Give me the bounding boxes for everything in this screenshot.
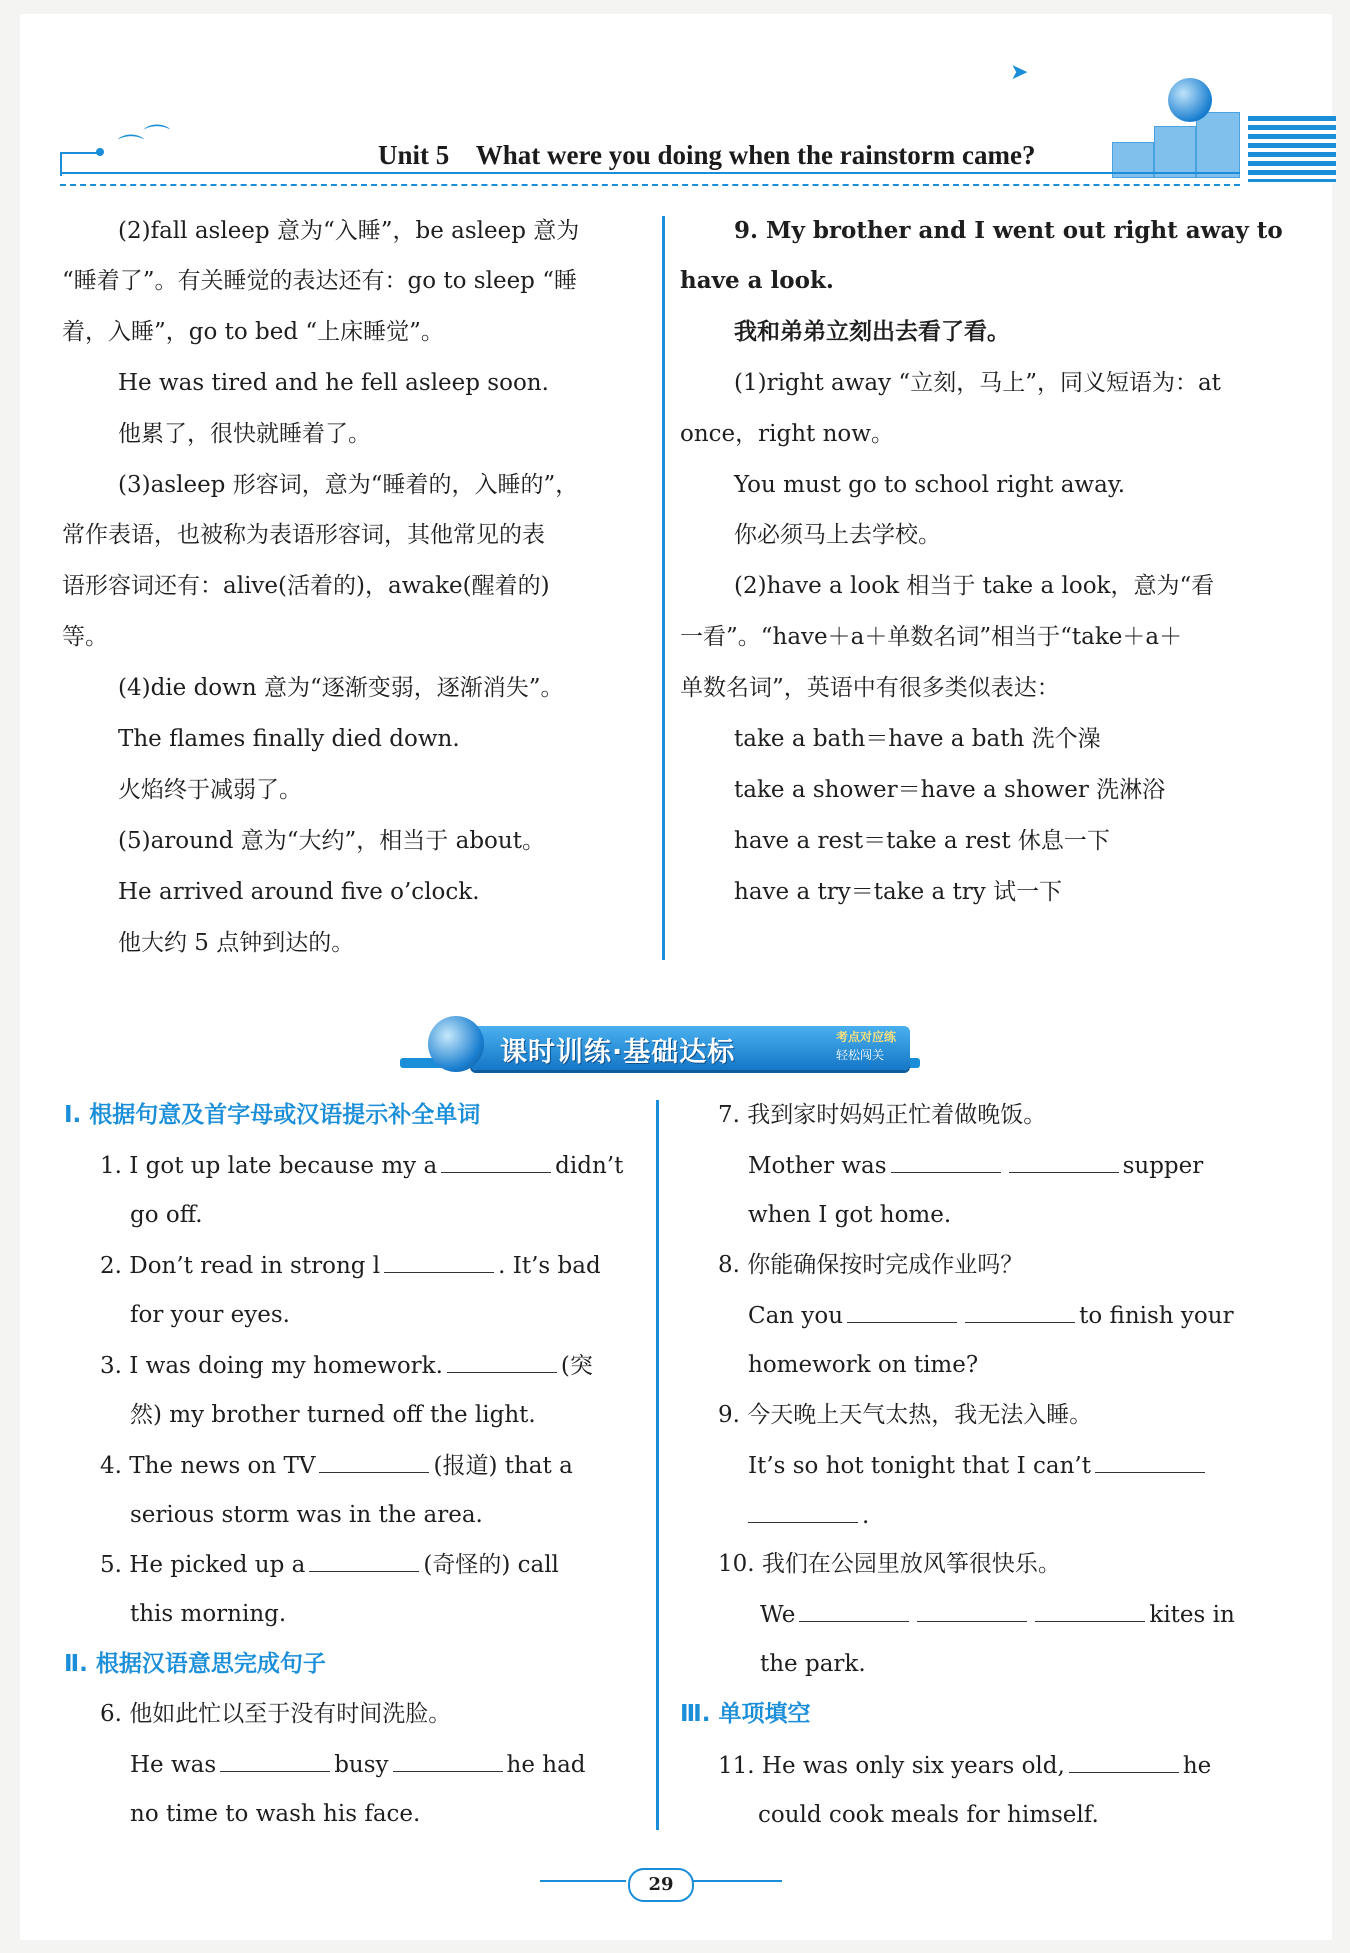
text-line: 我和弟弟立刻出去看了看。 [734, 319, 1010, 345]
question-text: for your eyes. [130, 1302, 290, 1328]
answer-blank[interactable] [965, 1300, 1075, 1323]
header-stripes-decoration [1248, 116, 1336, 182]
answer-blank[interactable] [441, 1150, 551, 1173]
banner-subtitle: 轻松闯关 [836, 1048, 885, 1062]
question-9: 9. 今天晚上天气太热，我无法入睡。 [718, 1402, 1093, 1428]
question-3 [100, 1350, 593, 1380]
text-line: 你必须马上去学校。 [734, 522, 941, 548]
answer-blank[interactable] [309, 1549, 419, 1572]
text-line: (1)right away “立刻，马上”，同义短语为：at [734, 370, 1221, 396]
text-line: 他大约 5 点钟到达的。 [118, 930, 355, 956]
header-dot-decoration [96, 148, 104, 156]
text-line: He was tired and he fell asleep soon. [118, 370, 549, 396]
question-text: kites in [1149, 1602, 1235, 1628]
text-line: You must go to school right away. [734, 472, 1126, 498]
text-line: (4)die down 意为“逐渐变弱，逐渐消失”。 [118, 675, 564, 701]
answer-blank[interactable] [393, 1749, 503, 1772]
question-text: to finish your [1079, 1303, 1234, 1329]
text-line: 等。 [62, 624, 108, 650]
question-text: 然) my brother turned off the light. [130, 1402, 536, 1428]
page-number: 29 [628, 1868, 694, 1902]
answer-blank[interactable] [847, 1300, 957, 1323]
answer-blank[interactable] [917, 1599, 1027, 1622]
text-line: 常作表语，也被称为表语形容词，其他常见的表 [62, 522, 545, 548]
answer-blank[interactable] [1069, 1750, 1179, 1773]
answer-blank[interactable] [799, 1599, 909, 1622]
question-text: he had [506, 1752, 586, 1778]
text-line: He arrived around five o’clock. [118, 879, 480, 905]
question-8: 8. 你能确保按时完成作业吗？ [718, 1252, 1024, 1278]
question-7-sentence [748, 1150, 1203, 1180]
banner-subtitle: 考点对应练 [836, 1030, 897, 1044]
unit-title: Unit 5 What were you doing when the rainstorm came? [378, 140, 1036, 170]
text-line: have a look. [680, 267, 834, 294]
column-divider [656, 1100, 659, 1830]
question-text: . It’s bad [498, 1253, 601, 1279]
question-text: homework on time? [748, 1352, 979, 1378]
question-text: 11. He was only six years old, [718, 1753, 1065, 1779]
question-text: didn’t [555, 1153, 624, 1179]
header-rule [60, 172, 1240, 186]
answer-blank[interactable] [1095, 1450, 1205, 1473]
answer-blank[interactable] [891, 1150, 1001, 1173]
text-line: The flames finally died down. [118, 726, 460, 752]
question-text: 3. I was doing my homework. [100, 1353, 443, 1379]
text-line: 9. My brother and I went out right away to [734, 217, 1283, 244]
question-text: could cook meals for himself. [758, 1802, 1099, 1828]
text-line: (2)fall asleep 意为“入睡”，be asleep 意为 [118, 218, 580, 244]
question-text: He was [130, 1752, 217, 1778]
question-text: 2. Don’t read in strong l [100, 1253, 381, 1279]
page-number-decoration [540, 1880, 626, 1882]
question-9-continued [748, 1500, 869, 1530]
answer-blank[interactable] [220, 1749, 330, 1772]
text-line: 一看”。“have＋a＋单数名词”相当于“take＋a＋ [680, 624, 1183, 650]
question-text: (突 [560, 1353, 593, 1379]
question-text: the park. [760, 1651, 866, 1677]
bird-icon: ⌒ [144, 124, 171, 154]
text-line: 语形容词还有：alive(活着的)，awake(醒着的) [62, 573, 550, 599]
text-line: (3)asleep 形容词，意为“睡着的，入睡的”， [118, 472, 579, 498]
question-text: no time to wash his face. [130, 1801, 421, 1827]
text-line: 着，入睡”，go to bed “上床睡觉”。 [62, 319, 444, 345]
question-text: busy [334, 1752, 389, 1778]
question-text: (奇怪的) call [423, 1552, 559, 1578]
text-line: 他累了，很快就睡着了。 [118, 421, 371, 447]
question-text: serious storm was in the area. [130, 1502, 483, 1528]
paper-plane-icon: ➤ [1010, 60, 1029, 85]
text-line: 单数名词”，英语中有很多类似表达： [680, 675, 1060, 701]
question-text: It’s so hot tonight that I can’t [748, 1453, 1091, 1479]
question-text: Mother was [748, 1153, 887, 1179]
question-5 [100, 1549, 559, 1579]
column-divider [662, 216, 665, 960]
question-text: 5. He picked up a [100, 1552, 306, 1578]
text-line: take a bath＝have a bath 洗个澡 [734, 726, 1101, 752]
text-line: take a shower＝have a shower 洗淋浴 [734, 777, 1166, 803]
question-8-sentence [748, 1300, 1234, 1330]
answer-blank[interactable] [384, 1250, 494, 1273]
question-7: 7. 我到家时妈妈正忙着做晚饭。 [718, 1102, 1047, 1128]
section-banner [400, 1016, 928, 1072]
question-2 [100, 1250, 601, 1280]
section-heading-1: Ⅰ. 根据句意及首字母或汉语提示补全单词 [64, 1102, 481, 1128]
answer-blank[interactable] [447, 1350, 557, 1373]
bird-icon: ⌒ [118, 134, 145, 164]
question-9-sentence [748, 1450, 1209, 1480]
text-line: have a rest＝take a rest 休息一下 [734, 828, 1110, 854]
text-line: have a try＝take a try 试一下 [734, 879, 1063, 905]
answer-blank[interactable] [1035, 1599, 1145, 1622]
question-6: 6. 他如此忙以至于没有时间洗脸。 [100, 1701, 452, 1727]
question-text: supper [1122, 1153, 1204, 1179]
text-line: (2)have a look 相当于 take a look，意为“看 [734, 573, 1215, 599]
page-number-decoration [692, 1880, 782, 1882]
section-heading-2: Ⅱ. 根据汉语意思完成句子 [64, 1651, 326, 1677]
globe-icon [428, 1016, 484, 1072]
question-11 [718, 1750, 1211, 1780]
banner-title: 课时训练·基础达标 [500, 1037, 736, 1068]
question-text: Can you [748, 1303, 844, 1329]
question-text: he [1182, 1753, 1212, 1779]
globe-icon [1168, 78, 1212, 122]
question-1 [100, 1150, 623, 1180]
answer-blank[interactable] [1009, 1150, 1119, 1173]
question-text: 4. The news on TV [100, 1453, 316, 1479]
question-6-sentence [130, 1749, 586, 1779]
answer-blank[interactable] [319, 1450, 429, 1473]
question-text: this morning. [130, 1601, 287, 1627]
question-10-sentence [760, 1599, 1235, 1629]
question-4 [100, 1450, 573, 1480]
text-line: “睡着了”。有关睡觉的表达还有：go to sleep “睡 [62, 268, 577, 294]
text-line: once，right now。 [680, 421, 894, 447]
question-text: go off. [130, 1202, 203, 1228]
question-text: We [760, 1602, 796, 1628]
question-text: . [862, 1503, 870, 1529]
answer-blank[interactable] [748, 1500, 858, 1523]
text-line: (5)around 意为“大约”，相当于 about。 [118, 828, 545, 854]
question-text: (报道) that a [433, 1453, 573, 1479]
question-text: when I got home. [748, 1202, 952, 1228]
question-10: 10. 我们在公园里放风筝很快乐。 [718, 1551, 1061, 1577]
text-line: 火焰终于减弱了。 [118, 777, 302, 803]
section-heading-3: Ⅲ. 单项填空 [680, 1701, 811, 1727]
question-text: 1. I got up late because my a [100, 1153, 438, 1179]
